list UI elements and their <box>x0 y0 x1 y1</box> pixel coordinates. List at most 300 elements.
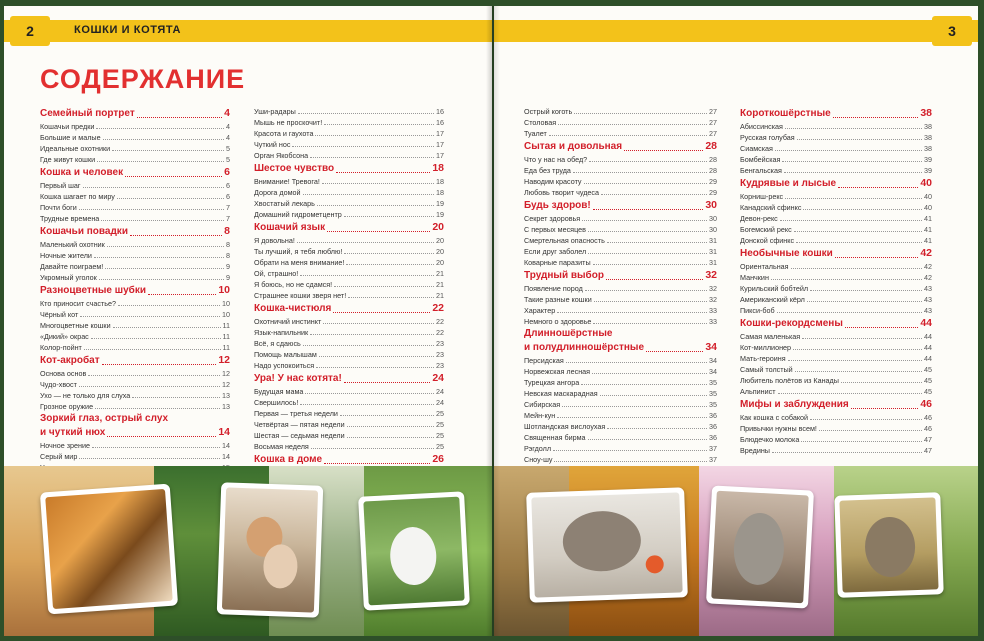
toc-entry <box>740 445 932 456</box>
dot-leader <box>132 397 220 398</box>
toc-entry <box>254 441 444 452</box>
toc-entry-title: Норвежская лесная <box>524 367 591 376</box>
toc-page-number: 25 <box>436 409 444 418</box>
toc-entry <box>254 360 444 371</box>
dot-leader <box>317 205 434 206</box>
toc-entry <box>524 165 717 176</box>
toc-page-number: 44 <box>924 354 932 363</box>
toc-entry <box>254 198 444 209</box>
toc-entry <box>254 106 444 117</box>
dot-leader <box>794 231 922 232</box>
toc-entry-title: Как кошка с собакой <box>740 413 809 422</box>
toc-entry-title: Секрет здоровья <box>524 214 581 223</box>
toc-entry-title: Ночные жители <box>40 251 92 260</box>
toc-entry <box>740 224 932 235</box>
toc-entry-title: Четвёртая — пятая недели <box>254 420 345 429</box>
toc-page-number: 12 <box>222 380 230 389</box>
toc-page-number: 23 <box>436 350 444 359</box>
dot-leader <box>101 220 224 221</box>
toc-entry <box>40 368 230 379</box>
dot-leader <box>562 406 707 407</box>
dot-leader <box>838 187 918 188</box>
toc-entry-title: Самая маленькая <box>740 332 801 341</box>
dot-leader <box>344 216 434 217</box>
toc-entry <box>40 401 230 412</box>
toc-page-number: 30 <box>709 214 717 223</box>
dot-leader <box>600 395 707 396</box>
toc-page-number: 41 <box>924 236 932 245</box>
toc-entry-title: Кошка шагает по миру <box>40 192 115 201</box>
toc-entry-title: Бенгальская <box>740 166 782 175</box>
page-number-left: 2 <box>10 16 50 46</box>
toc-page-number: 43 <box>924 295 932 304</box>
dot-leader <box>566 362 707 363</box>
toc-entry <box>524 294 717 305</box>
dot-leader <box>601 194 707 195</box>
dot-leader <box>810 290 922 291</box>
dot-leader <box>803 209 922 210</box>
toc-entry-title: Ночное зрение <box>40 441 91 450</box>
toc-entry <box>40 180 230 191</box>
dot-leader <box>795 371 922 372</box>
dot-leader <box>125 176 222 177</box>
toc-entry-title: Самый толстый <box>740 365 793 374</box>
toc-entry-title: Шотландская вислоухая <box>524 422 606 431</box>
header-bar-left <box>4 20 492 42</box>
toc-entry-title: Ой, страшно! <box>254 269 299 278</box>
toc-entry <box>740 353 932 364</box>
toc-entry-title: Кошка в доме <box>254 454 323 465</box>
toc-entry-title: Кот-акробат <box>40 355 100 366</box>
toc-entry <box>40 154 230 165</box>
toc-entry <box>740 165 932 176</box>
toc-entry-title: Почти боги <box>40 203 77 212</box>
toc-section-heading <box>524 340 717 355</box>
toc-entry-title: Девон-рекс <box>740 214 778 223</box>
toc-entry-title: Если друг заболел <box>524 247 587 256</box>
toc-entry <box>254 408 444 419</box>
toc-page-number: 43 <box>924 306 932 315</box>
toc-entry-title: Кошка и человек <box>40 167 124 178</box>
toc-entry <box>524 257 717 268</box>
toc-column-1 <box>40 106 230 484</box>
toc-entry-title: Обрати на меня внимание! <box>254 258 345 267</box>
dot-leader <box>589 161 707 162</box>
dot-leader <box>344 382 431 383</box>
toc-entry-title: Короткошёрстные <box>740 108 831 119</box>
toc-entry-title: и чуткий нюх <box>40 427 106 438</box>
toc-entry <box>40 342 230 353</box>
toc-entry-title: Мать-героиня <box>740 354 786 363</box>
dot-leader <box>788 360 922 361</box>
toc-section-heading <box>524 139 717 154</box>
dot-leader <box>88 375 220 376</box>
toc-entry-title: Маленький охотник <box>40 240 105 249</box>
dot-leader <box>118 305 220 306</box>
dot-leader <box>311 448 434 449</box>
toc-entry <box>740 375 932 386</box>
toc-page-number: 45 <box>924 365 932 374</box>
toc-page-number: 47 <box>924 446 932 455</box>
dot-leader <box>801 441 922 442</box>
toc-entry <box>740 331 932 342</box>
dot-leader <box>593 323 707 324</box>
dot-leader <box>94 257 224 258</box>
toc-entry <box>40 143 230 154</box>
toc-entry <box>740 261 932 272</box>
dot-leader <box>84 349 221 350</box>
toc-entry-title: Уши-радары <box>254 107 296 116</box>
toc-page-number: 17 <box>436 129 444 138</box>
toc-entry <box>740 283 932 294</box>
dot-leader <box>588 253 707 254</box>
toc-entry-title: Чуткий нос <box>254 140 291 149</box>
toc-page-number: 29 <box>709 188 717 197</box>
toc-entry-title: Домашний гидрометцентр <box>254 210 342 219</box>
toc-entry-title: Альпинист <box>740 387 776 396</box>
toc-page-number: 20 <box>432 221 444 233</box>
toc-entry-title: Сибирская <box>524 400 561 409</box>
dot-leader <box>557 312 707 313</box>
toc-entry <box>740 423 932 434</box>
toc-entry-title: Ухо — не только для слуха <box>40 391 131 400</box>
toc-page-number: 40 <box>920 177 932 189</box>
toc-section-heading <box>254 161 444 176</box>
toc-entry-title: Длинношёрстные <box>524 328 613 339</box>
toc-entry <box>254 128 444 139</box>
toc-entry-title: Пикси-боб <box>740 306 775 315</box>
dot-leader <box>771 279 922 280</box>
dot-leader <box>303 345 434 346</box>
dot-leader <box>292 146 434 147</box>
dot-leader <box>348 297 434 298</box>
toc-page-number: 10 <box>222 310 230 319</box>
dot-leader <box>593 264 707 265</box>
toc-entry-title: Будущая мама <box>254 387 304 396</box>
toc-page-number: 18 <box>436 188 444 197</box>
toc-entry-title: Семейный портрет <box>40 108 135 119</box>
dot-leader <box>607 242 707 243</box>
toc-page-number: 22 <box>436 317 444 326</box>
toc-entry-title: и полудлинношёрстные <box>524 342 644 353</box>
toc-entry <box>254 246 444 257</box>
toc-entry-title: Любитель полётов из Канады <box>740 376 839 385</box>
toc-entry-title: Американский кёрл <box>740 295 805 304</box>
toc-section-heading <box>740 106 932 121</box>
toc-page-number: 38 <box>920 107 932 119</box>
header-bar-right <box>494 20 978 42</box>
toc-page-number: 13 <box>222 391 230 400</box>
dot-leader <box>130 235 222 236</box>
toc-entry <box>254 279 444 290</box>
toc-entry-title: Кошка-чистюля <box>254 303 332 314</box>
toc-entry <box>40 250 230 261</box>
toc-section-heading <box>740 176 932 191</box>
toc-entry-title: Свершилось! <box>254 398 299 407</box>
toc-page-number: 44 <box>924 343 932 352</box>
toc-entry-title: Шестое чувство <box>254 163 335 174</box>
dot-leader <box>305 393 434 394</box>
dot-leader <box>584 183 707 184</box>
toc-entry-title: Дорога домой <box>254 188 301 197</box>
toc-entry <box>40 202 230 213</box>
toc-page-number: 22 <box>432 302 444 314</box>
dot-leader <box>102 364 217 365</box>
dot-leader <box>807 301 922 302</box>
toc-entry <box>254 235 444 246</box>
toc-page-number: 36 <box>709 411 717 420</box>
toc-section-heading <box>254 301 444 316</box>
toc-entry-title: Кудрявые и лысые <box>740 178 837 189</box>
toc-entry-title: Разноцветные шубки <box>40 285 146 296</box>
toc-entry <box>40 390 230 401</box>
toc-page-number: 44 <box>924 332 932 341</box>
dot-leader <box>607 428 707 429</box>
toc-page-number: 6 <box>226 181 230 190</box>
toc-page-number: 25 <box>436 442 444 451</box>
toc-section-heading <box>524 268 717 283</box>
toc-entry-title: Блюдечко молока <box>740 435 800 444</box>
toc-entry <box>524 106 717 117</box>
toc-entry-title: Такие разные кошки <box>524 295 592 304</box>
dot-leader <box>322 183 434 184</box>
toc-entry <box>740 202 932 213</box>
toc-page-number: 37 <box>709 455 717 464</box>
toc-entry-title: Привычки нужны всем! <box>740 424 817 433</box>
toc-page-number: 9 <box>226 262 230 271</box>
dot-leader <box>103 139 224 140</box>
dot-leader <box>107 246 224 247</box>
dot-leader <box>297 242 434 243</box>
toc-entry-title: Еда без труда <box>524 166 571 175</box>
toc-entry <box>740 386 932 397</box>
toc-entry <box>254 150 444 161</box>
toc-entry <box>524 377 717 388</box>
toc-page-number: 38 <box>924 122 932 131</box>
toc-page-number: 46 <box>920 398 932 410</box>
toc-page-number: 9 <box>226 273 230 282</box>
dot-leader <box>344 253 434 254</box>
toc-page-number: 14 <box>222 452 230 461</box>
toc-page-number: 34 <box>709 356 717 365</box>
dot-leader <box>319 356 434 357</box>
toc-entry <box>254 290 444 301</box>
dot-leader <box>300 404 434 405</box>
dot-leader <box>594 301 707 302</box>
toc-section-heading <box>524 198 717 213</box>
photo-tiger <box>40 484 178 615</box>
toc-entry-title: Помощь малышам <box>254 350 317 359</box>
toc-page-number: 30 <box>705 199 717 211</box>
toc-page-number: 34 <box>709 367 717 376</box>
dot-leader <box>845 327 918 328</box>
toc-entry-title: Хвостатый лекарь <box>254 199 315 208</box>
toc-entry <box>740 143 932 154</box>
toc-entry-title: Бомбейская <box>740 155 781 164</box>
dot-leader <box>793 349 922 350</box>
dot-leader <box>336 172 430 173</box>
toc-entry <box>524 410 717 421</box>
toc-entry <box>524 421 717 432</box>
dot-leader <box>298 113 434 114</box>
toc-entry-title: Давайте поиграем! <box>40 262 104 271</box>
toc-page-number: 28 <box>709 155 717 164</box>
toc-page-number: 13 <box>222 402 230 411</box>
toc-entry <box>524 187 717 198</box>
dot-leader <box>797 139 922 140</box>
toc-page-number: 24 <box>432 372 444 384</box>
toc-entry <box>254 268 444 279</box>
toc-page-number: 11 <box>222 321 230 330</box>
toc-page-number: 42 <box>924 273 932 282</box>
toc-page-number: 23 <box>436 361 444 370</box>
toc-entry <box>524 316 717 327</box>
dot-leader <box>588 439 707 440</box>
toc-entry <box>740 364 932 375</box>
photo-cat-with-ball <box>526 487 688 602</box>
toc-section-heading <box>40 224 230 239</box>
dot-leader <box>315 135 434 136</box>
dot-leader <box>841 382 922 383</box>
toc-page-number: 20 <box>436 236 444 245</box>
toc-page-number: 24 <box>436 398 444 407</box>
dot-leader <box>582 220 707 221</box>
toc-page-number: 36 <box>709 422 717 431</box>
toc-page-number: 40 <box>924 203 932 212</box>
dot-leader <box>316 367 434 368</box>
dot-leader <box>137 117 222 118</box>
dot-leader <box>323 323 434 324</box>
dot-leader <box>549 135 707 136</box>
dot-leader <box>347 426 434 427</box>
toc-page-number: 5 <box>226 144 230 153</box>
toc-section-heading <box>254 452 444 467</box>
toc-page-number: 11 <box>222 343 230 352</box>
toc-page-number: 41 <box>924 214 932 223</box>
toc-page-number: 5 <box>226 155 230 164</box>
toc-section-heading <box>254 220 444 235</box>
toc-page-number: 29 <box>709 177 717 186</box>
toc-page-number: 14 <box>222 441 230 450</box>
dot-leader <box>117 198 224 199</box>
toc-page-number: 8 <box>226 240 230 249</box>
toc-entry <box>254 338 444 349</box>
toc-entry-title: Многоцветные кошки <box>40 321 111 330</box>
toc-entry-title: Персидская <box>524 356 564 365</box>
toc-page-number: 36 <box>709 433 717 442</box>
toc-entry-title: Будь здоров! <box>524 200 591 211</box>
toc-entry-title: Надо успокоиться <box>254 361 315 370</box>
toc-entry <box>524 355 717 366</box>
toc-entry-title: Кошачьи предки <box>40 122 95 131</box>
dot-leader <box>780 220 922 221</box>
toc-page-number: 8 <box>224 225 230 237</box>
toc-page-number: 46 <box>924 424 932 433</box>
toc-entry-title: Русская голубая <box>740 133 795 142</box>
toc-page-number: 27 <box>709 107 717 116</box>
toc-entry <box>254 176 444 187</box>
toc-section-heading <box>40 353 230 368</box>
toc-entry-title: Ориентальная <box>740 262 789 271</box>
toc-entry <box>740 272 932 283</box>
toc-entry <box>524 388 717 399</box>
toc-entry <box>254 187 444 198</box>
toc-entry <box>40 261 230 272</box>
toc-entry <box>254 117 444 128</box>
toc-entry <box>40 440 230 451</box>
toc-entry-title: Колор-пойнт <box>40 343 82 352</box>
toc-page-number: 20 <box>436 258 444 267</box>
dot-leader <box>819 430 922 431</box>
dot-leader <box>92 447 220 448</box>
toc-page-number: 25 <box>436 431 444 440</box>
toc-entry <box>40 309 230 320</box>
toc-entry-title: Что у нас на обед? <box>524 155 588 164</box>
dot-leader <box>777 312 922 313</box>
dot-leader <box>310 334 434 335</box>
toc-page-number: 21 <box>436 280 444 289</box>
toc-entry <box>524 235 717 246</box>
toc-page-number: 28 <box>705 140 717 152</box>
toc-page-number: 16 <box>436 118 444 127</box>
toc-page-number: 23 <box>436 339 444 348</box>
toc-entry-title: Страшнее кошки зверя нет! <box>254 291 347 300</box>
toc-entry-title: Основа основ <box>40 369 87 378</box>
toc-entry <box>524 176 717 187</box>
toc-entry <box>254 419 444 430</box>
toc-entry <box>740 132 932 143</box>
toc-page-number: 45 <box>924 376 932 385</box>
toc-entry-title: Кто приносит счастье? <box>40 299 117 308</box>
toc-page-number: 8 <box>226 251 230 260</box>
toc-section-heading <box>40 412 230 425</box>
toc-entry <box>40 239 230 250</box>
toc-entry-title: Турецкая ангора <box>524 378 580 387</box>
dot-leader <box>585 290 707 291</box>
toc-entry-title: Кошачий язык <box>254 222 326 233</box>
dot-leader <box>581 384 707 385</box>
dot-leader <box>851 408 919 409</box>
toc-section-heading <box>40 106 230 121</box>
toc-entry-title: Курильский бобтейл <box>740 284 809 293</box>
toc-entry-title: Любовь творит чудеса <box>524 188 599 197</box>
toc-section-heading <box>740 397 932 412</box>
dot-leader <box>782 161 922 162</box>
toc-entry-title: Идеальные охотники <box>40 144 111 153</box>
toc-section-heading <box>40 165 230 180</box>
dot-leader <box>785 198 922 199</box>
toc-entry-title: Зоркий глаз, острый слух <box>40 413 169 424</box>
toc-entry <box>740 154 932 165</box>
dot-leader <box>346 264 434 265</box>
dot-leader <box>593 209 704 210</box>
toc-entry-title: Корниш-рекс <box>740 192 784 201</box>
toc-page-number: 4 <box>224 107 230 119</box>
toc-entry <box>740 434 932 445</box>
dot-leader <box>310 157 434 158</box>
dot-leader <box>784 172 922 173</box>
toc-page-number: 40 <box>924 192 932 201</box>
toc-entry <box>740 294 932 305</box>
toc-entry-title: Шестая — седьмая недели <box>254 431 345 440</box>
dot-leader <box>802 338 922 339</box>
dot-leader <box>574 113 707 114</box>
toc-entry <box>40 121 230 132</box>
toc-entry-title: Где живут кошки <box>40 155 96 164</box>
toc-entry-title: Укромный уголок <box>40 273 97 282</box>
photo-two-kittens <box>217 482 324 617</box>
toc-entry <box>40 213 230 224</box>
